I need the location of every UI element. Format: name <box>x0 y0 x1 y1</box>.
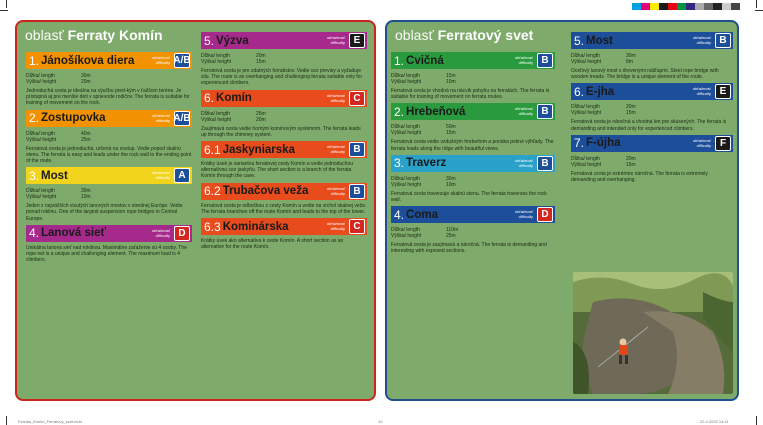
route-heading-bar <box>201 32 367 49</box>
difficulty-grade-badge: C <box>349 219 365 234</box>
route-description: Krátky úsek ako alternatíva k ceste Komín. A short section as an alternative for the route Komín. <box>201 238 344 251</box>
route-description: Jeden z najväčších visutých lanových mostov v strednej Európe. Vedie ponad roklinu. One of the largest suspension rope bridges in Central Europe. <box>26 203 183 222</box>
left-area-title <box>25 27 163 43</box>
difficulty-label: obťažnosť difficulty <box>326 185 345 196</box>
route-heading-bar <box>201 90 367 107</box>
route-name: Kominárska <box>222 220 289 233</box>
right-area-title <box>395 27 533 43</box>
route-description: Ferratová cesta je náročná a vhodná len pre skúsených. The ferrata is demanding and intended only for experienced climbers. <box>571 119 727 132</box>
route-stats <box>391 124 555 136</box>
climber-photo <box>573 272 733 394</box>
difficulty-grade-badge: A/B <box>173 112 191 124</box>
difficulty-grade-badge: D <box>537 207 553 222</box>
route-stats <box>26 188 192 200</box>
file-slug: Ferrata_Komin_Ferratovy_svet.indd <box>18 419 82 424</box>
stat-label: Dĺžka/ length <box>571 53 600 59</box>
route-description: Ferratová cesta je odbočkou z cesty Komín a vedie na vrchol skalnej veže. The ferrata branches off the route Komín and leads to the top of the tower. <box>201 202 367 215</box>
difficulty-grade-badge: C <box>349 91 365 106</box>
difficulty-label: obťažnosť difficulty <box>692 86 711 97</box>
date-slug: 22.4.2020 14:11 <box>700 419 729 424</box>
route-number: 6. <box>574 84 585 99</box>
stat-value: 30m <box>626 53 636 59</box>
route-heading-bar <box>26 52 192 69</box>
stat-value: 110m <box>446 227 459 234</box>
route-name: Jaskyniarska <box>222 143 295 156</box>
page-number: 10 <box>378 419 383 424</box>
stat-label: Výška/ height <box>201 116 232 123</box>
route-entry <box>26 110 192 165</box>
stat-value: 10m <box>446 79 456 85</box>
route-name: Cvičná <box>406 54 444 67</box>
route-description: Ferratová cesta je zaujímavá a náročná. The ferrata is demanding and interesting with exposed sections. <box>391 242 547 255</box>
route-heading-bar <box>26 225 192 242</box>
route-entry <box>201 32 367 87</box>
route-description: Zaujímavá cesta vedie horným komínovým systémom. The ferrata leads up through the chimney system. <box>201 125 361 138</box>
route-heading-bar <box>391 206 555 223</box>
difficulty-grade-badge: B <box>537 53 553 68</box>
stat-label: Výška/ height <box>571 59 602 65</box>
difficulty-grade-badge: B <box>715 33 731 48</box>
route-number: 6.3 <box>204 219 221 234</box>
route-stats <box>571 156 733 168</box>
stat-row <box>26 137 192 143</box>
area-title-name: Ferratový svet <box>437 27 534 43</box>
route-number: 2. <box>394 104 405 119</box>
route-number: 3. <box>29 168 40 183</box>
stat-label: Výška/ height <box>391 233 422 240</box>
stat-label: Výška/ height <box>391 181 422 188</box>
stat-label: Dĺžka/ length <box>571 104 600 111</box>
route-entry <box>26 167 192 222</box>
route-heading-bar <box>571 32 733 49</box>
route-stats <box>391 176 555 188</box>
difficulty-label: obťažnosť difficulty <box>326 92 345 103</box>
stat-value: 25m <box>256 110 266 117</box>
route-name: Zostupovka <box>41 112 106 125</box>
left-area-panel <box>15 20 376 401</box>
difficulty-grade-badge: F <box>715 136 731 151</box>
stat-row <box>26 194 192 200</box>
left-column-2 <box>201 32 367 253</box>
route-stats <box>201 111 367 123</box>
difficulty-label: obťažnosť difficulty <box>514 106 533 117</box>
stat-label: Dĺžka/ length <box>201 110 230 117</box>
route-stats <box>571 104 733 116</box>
route-entry <box>571 32 733 80</box>
stat-row <box>26 79 192 85</box>
difficulty-label: obťažnosť difficulty <box>514 55 533 65</box>
difficulty-label: obťažnosť difficulty <box>326 35 345 45</box>
stat-row <box>571 162 733 168</box>
left-column-1 <box>26 52 192 266</box>
route-description: Ferratová cesta je extrémne náročná. The ferrata is extremely demanding and overhanging. <box>571 170 708 184</box>
print-color-bar <box>632 3 740 10</box>
right-column-1 <box>391 52 555 258</box>
route-heading-bar <box>201 218 367 235</box>
right-column-2 <box>571 32 733 186</box>
route-entry <box>26 52 192 107</box>
route-description: Ferratová cesta je jednoduchá, určená na zostup. Vedie popod skalnú stenu. The ferrata is easy and leads under the rock wall to the ending point of the route. <box>26 145 192 165</box>
route-name: F-újha <box>586 137 621 150</box>
crop-mark <box>756 416 757 425</box>
route-number: 4. <box>394 207 405 222</box>
route-entry <box>391 155 555 203</box>
route-name: Coma <box>406 208 438 221</box>
route-stats <box>391 73 555 85</box>
stat-value: 20m <box>256 53 266 59</box>
stat-row <box>391 182 555 188</box>
stat-label: Dĺžka/ length <box>571 155 600 162</box>
route-heading-bar <box>391 103 555 120</box>
stat-value: 15m <box>626 110 636 117</box>
route-entry <box>26 225 192 264</box>
route-number: 5. <box>204 33 215 48</box>
difficulty-label: obťažnosť difficulty <box>514 157 533 168</box>
stat-value: 15m <box>626 161 636 168</box>
stat-label: Dĺžka/ length <box>391 124 420 131</box>
route-heading-bar <box>201 141 367 158</box>
route-entry <box>571 135 733 183</box>
route-description: Ferratová cesta vedie vzdušným hrebeňom a ponúka pekné výhľady. The ferrata leads along the ridge with beautiful views. <box>391 139 554 152</box>
difficulty-label: obťažnosť difficulty <box>692 137 711 148</box>
stat-label: Dĺžka/ length <box>26 188 55 195</box>
stat-label: Dĺžka/ length <box>391 227 420 234</box>
route-number: 2. <box>29 111 40 126</box>
route-description: Ferratová cesta je vhodná na nácvik pohybu na ferratách. The ferrata is suitable for training of movement on ferrata routes. <box>391 88 550 101</box>
route-stats <box>391 227 555 239</box>
route-name: Výzva <box>216 34 249 47</box>
route-name: Most <box>41 169 68 182</box>
crop-mark <box>6 416 7 425</box>
difficulty-grade-badge: A/B <box>173 55 191 66</box>
stat-row <box>391 233 555 239</box>
difficulty-label: obťažnosť difficulty <box>692 35 711 45</box>
route-number: 6.2 <box>204 184 221 199</box>
route-description: Jednoduchá cesta je ideálna na výučbu pred-kým v ťažšom teréne. Je prístupná aj pre menšie deti v sprievode rodičov. The ferrata is suitable for training of movement on the rock. <box>26 88 190 107</box>
route-name: Most <box>586 34 613 47</box>
route-stats <box>201 53 367 65</box>
route-description: Unikátna lanová sieť nad roklinou. Maximálne zaťaženie sú 4 osoby. The rope net is a unique and challenging element. The maximum load is 4 climbers. <box>26 244 187 264</box>
crop-mark <box>755 10 763 11</box>
stat-value: 8m <box>626 59 633 65</box>
difficulty-label: obťažnosť difficulty <box>151 55 170 65</box>
route-number: 1. <box>29 53 40 68</box>
route-name: Jánošíkova diera <box>41 54 135 67</box>
route-entry <box>201 183 367 215</box>
stat-value: 20m <box>626 104 636 111</box>
stat-label: Dĺžka/ length <box>26 73 55 79</box>
stat-label: Výška/ height <box>26 194 57 201</box>
stat-row <box>201 59 367 65</box>
stat-label: Výška/ height <box>571 110 602 117</box>
stat-row <box>391 79 555 85</box>
difficulty-grade-badge: B <box>349 142 365 157</box>
difficulty-grade-badge: E <box>715 84 731 99</box>
route-description: Ferratová cesta je pre zdatných ferratistov. Vedie cez previsy a vyžaduje silu. The route is an overhanging and challenging ferrata suitable only for experienced climbers. <box>201 68 363 87</box>
stat-value: 30m <box>446 175 456 182</box>
route-heading-bar <box>391 155 555 172</box>
stat-row <box>571 110 733 116</box>
difficulty-label: obťažnosť difficulty <box>151 112 170 123</box>
stat-value: 50m <box>446 124 456 131</box>
route-entry <box>201 90 367 138</box>
difficulty-grade-badge: B <box>537 156 553 171</box>
route-number: 5. <box>574 33 585 48</box>
stat-value: 30m <box>81 188 91 195</box>
stat-value: 20m <box>256 116 266 123</box>
difficulty-grade-badge: D <box>174 226 190 241</box>
route-stats <box>571 53 733 65</box>
area-title-prefix: oblasť <box>25 27 64 43</box>
crop-mark <box>0 10 8 11</box>
difficulty-label: obťažnosť difficulty <box>151 170 170 181</box>
route-number: 7. <box>574 136 585 151</box>
route-description: Oceľový lanový most s drevenými nášľapmi. Steel rope bridge with wooden treads. The bridge is a unique element of the route. <box>571 68 719 81</box>
stat-label: Dĺžka/ length <box>26 130 55 137</box>
stat-value: 15m <box>446 73 456 79</box>
difficulty-grade-badge: B <box>537 104 553 119</box>
stat-value: 30m <box>81 73 91 79</box>
stat-value: 20m <box>626 155 636 162</box>
route-description: Ferratová cesta traverzuje skalnú stenu. The ferrata traverses the rock wall. <box>391 190 547 204</box>
stat-value: 15m <box>256 59 266 65</box>
route-stats <box>26 73 192 85</box>
stat-value: 40m <box>81 130 91 137</box>
stat-label: Dĺžka/ length <box>391 175 420 182</box>
stat-value: 15m <box>446 130 456 137</box>
route-heading-bar <box>26 110 192 127</box>
route-number: 6.1 <box>204 142 221 157</box>
stat-row <box>201 117 367 123</box>
stat-value: 10m <box>81 194 91 201</box>
stat-row <box>571 59 733 65</box>
stat-value: 25m <box>446 233 456 240</box>
stat-label: Výška/ height <box>26 79 57 85</box>
route-heading-bar <box>391 52 555 69</box>
difficulty-label: obťažnosť difficulty <box>514 209 533 220</box>
route-entry <box>391 103 555 151</box>
route-heading-bar <box>26 167 192 184</box>
crop-mark <box>6 0 7 8</box>
difficulty-label: obťažnosť difficulty <box>151 227 170 238</box>
route-number: 1. <box>394 53 405 68</box>
difficulty-label: obťažnosť difficulty <box>326 221 345 232</box>
route-name: E-jha <box>586 85 615 98</box>
route-number: 6. <box>204 91 215 106</box>
route-entry <box>571 83 733 131</box>
route-entry <box>201 218 367 250</box>
stat-label: Výška/ height <box>201 59 232 65</box>
route-entry <box>391 206 555 254</box>
route-name: Hrebeňová <box>406 105 466 118</box>
route-heading-bar <box>571 83 733 100</box>
route-number: 3. <box>394 156 405 171</box>
route-name: Trubačova veža <box>222 185 309 198</box>
difficulty-label: obťažnosť difficulty <box>326 144 345 155</box>
crop-mark <box>756 0 757 8</box>
stat-label: Výška/ height <box>571 161 602 168</box>
area-title-prefix: oblasť <box>395 27 434 43</box>
stat-label: Výška/ height <box>26 136 57 143</box>
route-entry <box>391 52 555 100</box>
stat-value: 10m <box>446 181 456 188</box>
route-stats <box>26 131 192 143</box>
stat-value: 20m <box>81 79 91 85</box>
stat-value: 25m <box>81 136 91 143</box>
stat-row <box>391 130 555 136</box>
stat-label: Dĺžka/ length <box>391 73 420 79</box>
route-heading-bar <box>571 135 733 152</box>
stat-label: Výška/ height <box>391 79 422 85</box>
difficulty-grade-badge: E <box>349 33 365 48</box>
route-description: Krátky úsek je variantou ferratovej cesty Komín a vedie jednoduchou alternatívou cez jaskyňu. The short section is a branch of the ferrata Komín through the cave. <box>201 161 354 180</box>
area-title-name: Ferraty Komín <box>67 27 163 43</box>
route-number: 4. <box>29 226 40 241</box>
stat-label: Výška/ height <box>391 130 422 137</box>
difficulty-grade-badge: A <box>174 168 190 183</box>
route-name: Komín <box>216 92 252 105</box>
stat-label: Dĺžka/ length <box>201 53 230 59</box>
difficulty-grade-badge: B <box>349 184 365 199</box>
route-entry <box>201 141 367 180</box>
route-name: Lanová sieť <box>41 227 106 240</box>
route-name: Traverz <box>406 157 447 170</box>
route-heading-bar <box>201 183 367 200</box>
